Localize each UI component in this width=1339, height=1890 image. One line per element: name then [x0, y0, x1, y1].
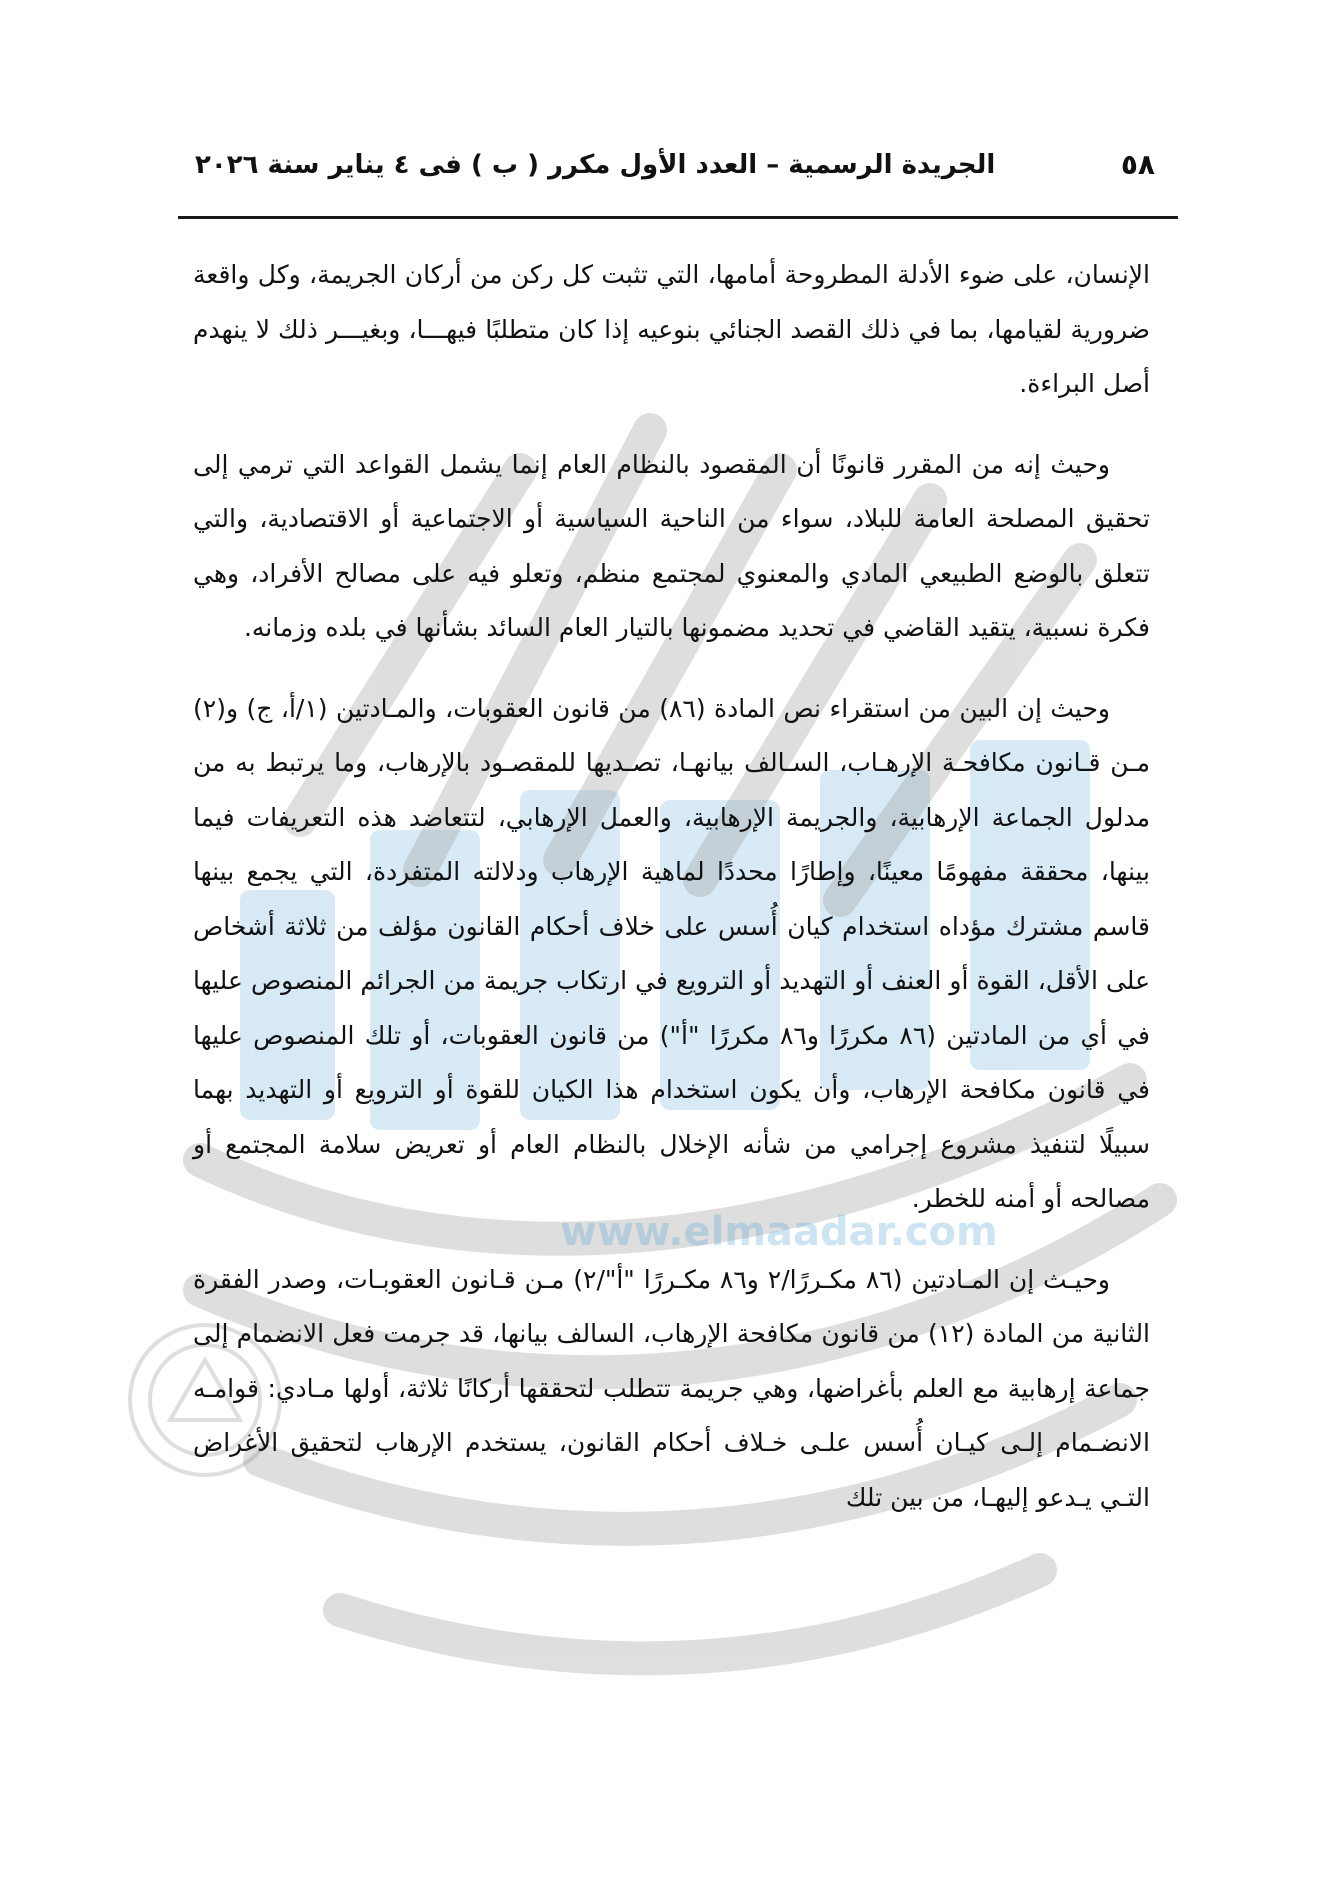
paragraph-4: وحيـث إن المـادتين (٨٦ مكـررًا/٢ و٨٦ مكـررًا "أ"/٢) مـن قـانون العقوبـات، وصدر الفقرة الثانية من المادة (١٢) من قانون مكافحة الإرهاب، السالف بيانها، قد جرمت فعل الانضمام إلى جماعة إرهابية مع العلم بأغراضها، وهي جريمة تتطلب لتحققها أركانًا ثلاثة، أولها مـادي: قوامـه الانضـمام إلـى كيـان أُسس علـى خـلاف أحكام القانون، يستخدم الإرهاب لتحقيق الأغراض التـي يـدعو إليهـا، من بين تلك: [193, 1264, 1151, 1512]
header-divider: [178, 216, 1178, 219]
gazette-header: [195, 148, 1155, 188]
paragraph-3: وحيث إن البين من استقراء نص المادة (٨٦) من قانون العقوبات، والمـادتين (١/أ، ج) و(٢) مـن قـانون مكافحـة الإرهـاب، السـالف بيانهـا، تصـديها للمقصـود بالإرهاب، وما يرتبط به من مدلول الجماعة الإرهابية، والجريمة الإرهابية، والعمل الإرهابي، لتتعاضد هذه التعريفات فيما بينها، محققة مفهومًا معينًا، وإطارًا محددًا لماهية الإرهاب ودلالته المتفردة، التي يجمع بينها قاسم مشترك مؤداه استخدام كيان أُسس على خلاف أحكام القانون مؤلف من ثلاثة أشخاص على الأقل، القوة أو العنف أو التهديد أو الترويع في ارتكاب جريمة من الجرائم المنصوص عليها في أي من المادتين (٨٦ مكررًا و٨٦ مكررًا "أ") من قانون العقوبات، أو تلك المنصوص عليها في قانون مكافحة الإرهاب، وأن يكون استخدام هذا الكيان للقوة أو الترويع أو التهديد بهما سبيلًا لتنفيذ مشروع إجرامي من شأنه الإخلال بالنظام العام أو تعريض سلامة المجتمع أو مصالحه أو أمنه للخطر.: [193, 693, 1150, 1213]
paragraph-2: وحيث إنه من المقرر قانونًا أن المقصود بالنظام العام إنما يشمل القواعد التي ترمي إلى تحقيق المصلحة العامة للبلاد، سواء من الناحية السياسية أو الاجتماعية أو الاقتصادية، والتي تتعلق بالوضع الطبيعي المادي والمعنوي لمجتمع منظم، وتعلو فيه على مصالح الأفراد، وهي فكرة نسبية، يتقيد القاضي في تحديد مضمونها بالتيار العام السائد بشأنها في بلده وزمانه.: [193, 449, 1150, 642]
header-title: الجريدة الرسمية – العدد الأول مكرر ( ب ) فى ٤ يناير سنة ٢٠٢٦: [195, 150, 996, 180]
paragraph-1: الإنسان، على ضوء الأدلة المطروحة أمامها، التي تثبت كل ركن من أركان الجريمة، وكل واقعة ضرورية لقيامها، بما في ذلك القصد الجنائي بنوعيه إذا كان متطلبًا فيهـــا، وبغيـــر ذلك لا ينهدم أصل البراءة.: [193, 260, 1150, 398]
page-number: ٥٨: [1120, 148, 1155, 181]
document-body: [193, 248, 1150, 1551]
svg-text:www.elmaadar.com: www.elmaadar.com: [560, 1209, 998, 1255]
